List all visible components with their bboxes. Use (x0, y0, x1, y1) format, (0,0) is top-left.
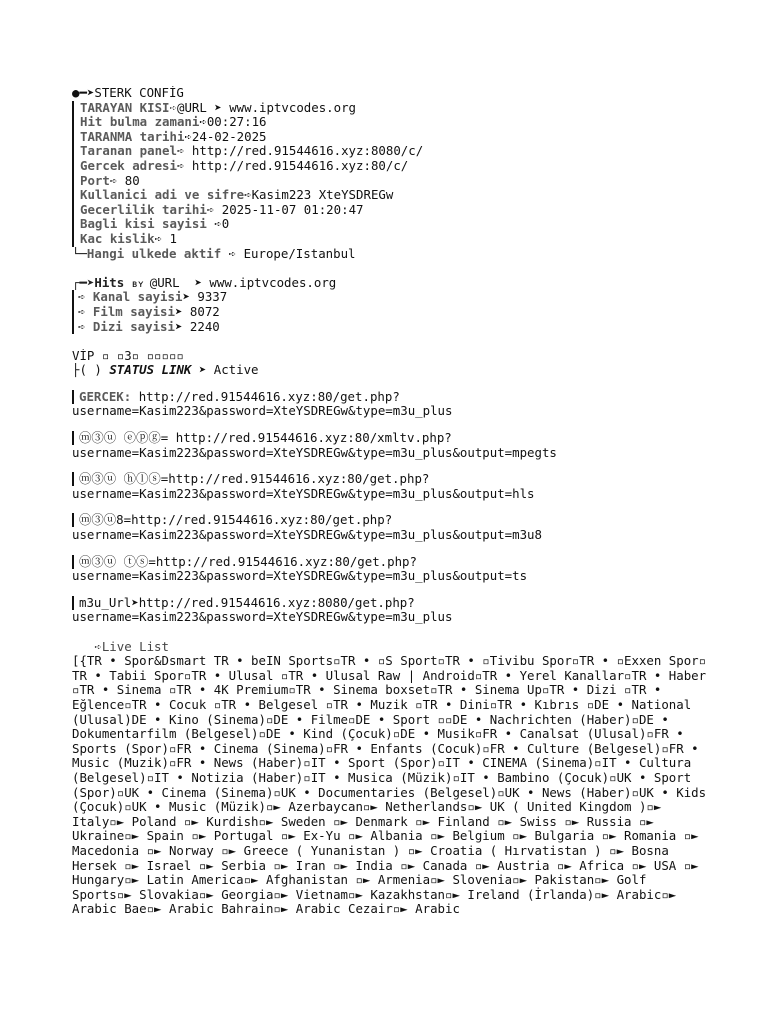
link-url[interactable]: http://red.91544616.xyz:8080/get.php? (138, 595, 415, 610)
link-label: ⓜ③ⓤ ⓣⓢ= (79, 554, 156, 569)
link-entry (72, 501, 712, 542)
hits-row: ➪ Film sayisi➤ 8072 (78, 304, 220, 319)
hits-label: Film sayisi (92, 304, 175, 319)
link-url-query[interactable]: username=Kasim223&password=XteYSDREGw&type=m3u_plus&output=m3u8 (72, 528, 542, 543)
link-line (72, 555, 712, 570)
config-info-block (72, 101, 712, 247)
hits-label: Kanal sayisi (92, 290, 183, 305)
link-url[interactable]: http://red.91544616.xyz:80/get.php? (155, 554, 417, 569)
link-line (72, 513, 712, 528)
link-url-query[interactable]: username=Kasim223&password=XteYSDREGw&type=m3u_plus (72, 610, 453, 625)
config-label: Hit bulma zamani (80, 115, 200, 130)
link-line (72, 472, 712, 487)
config-row (80, 174, 712, 189)
config-value: ➪Kasim223 XteYSDREGw (244, 188, 394, 203)
hits-title-by: ʙʏ (131, 278, 150, 290)
hits-label: Dizi sayisi (92, 319, 175, 334)
link-entry (72, 378, 712, 419)
config-label: Port (80, 173, 110, 188)
config-label: Gecerlilik tarihi (80, 202, 207, 217)
config-label: Kullanici adi ve sifre (80, 188, 245, 203)
live-list-body: [{TR • Spor&Dsmart TR • beIN Sports▫TR • ▫S Sport▫TR • ▫Tivibu Spor▫TR • ▫Exxen Spor▫ TR • Tabii Spor▫TR • Ulusal ▫TR • Ulusal Raw | Android▫TR • Yerel Kanallar▫TR • Haber ▫TR • Sinema ▫TR • 4K Premium▫TR • Sinema boxset▫TR • Sinema Up▫TR • Dizi ▫TR • Eğlence▫TR • Cocuk ▫TR • Belgesel ▫TR • Muzik ▫TR • Dini▫TR • Kıbrıs ▫DE • National (Ulusal)DE • Kino (Sinema)▫DE • Filme▫DE • Sport ▫▫DE • Nachrichten (Haber)▫DE • Dokumentarfilm (Belgesel)▫DE • Kind (Çocuk)▫DE • Musik▫FR • Canalsat (Ulusal)▫FR • Sports (Spor)▫FR • Cinema (Sinema)▫FR • Enfants (Cocuk)▫FR • Culture (Belgesel)▫FR • Music (Muzik)▫FR • News (Haber)▫IT • Sport (Spor)▫IT • CINEMA (Sinema)▫IT • Cultura (Belgesel)▫IT • Notizia (Haber)▫IT • Musica (Müzik)▫IT • Bambino (Çocuk)▫UK • Sport (Spor)▫UK • Cinema (Sinema)▫UK • Documentaries (Belgesel)▫UK • News (Haber)▫UK • Kids (Çocuk)▫UK • Music (Müzik)▫► Azerbaycan▫► Netherlands▫► UK ( United Kingdom )▫► Italy▫► Poland ▫► Kurdish▫► Sweden ▫► Denmark ▫► Finland ▫► Swiss ▫► Russia ▫► Ukraine▫► Spain ▫► Portugal ▫► Ex-Yu ▫► Albania ▫► Belgium ▫► Bulgaria ▫► Romania ▫► Macedonia ▫► Norway ▫► Greece ( Yunanistan ) ▫► Croatia ( Hırvatistan ) ▫► Bosna Hersek ▫► Israel ▫► Serbia ▫► Iran ▫► India ▫► Canada ▫► Austria ▫► Africa ▫► USA ▫► Hungary▫► Latin America▫► Afghanistan ▫► Armenia▫► Slovenia▫► Pakistan▫► Golf Sports▫► Slovakia▫► Georgia▫► Vietnam▫► Kazakhstan▫► Ireland (İrlanda)▫► Arabic▫► Arabic Bae▫► Arabic Bahrain▫► Arabic Cezair▫► Arabic (72, 654, 707, 917)
config-value: ➪0 (214, 217, 230, 232)
config-row-last: └─Hangi ulkede aktif ➪ Europe/Istanbul (72, 246, 356, 261)
link-entry (72, 543, 712, 584)
config-row (80, 203, 712, 218)
config-value: ➪ http://red.91544616.xyz:8080/c/ (176, 144, 424, 159)
hits-title-rest: @URL ➤ www.iptvcodes.org (149, 275, 337, 290)
link-url[interactable]: http://red.91544616.xyz:80/get.php? (168, 472, 430, 487)
hits-block (72, 290, 712, 334)
hits-row: ➪ Dizi sayisi➤ 2240 (78, 319, 220, 334)
status-label: STATUS LINK (109, 363, 192, 378)
config-value: ➪ http://red.91544616.xyz:80/c/ (176, 158, 409, 173)
config-value: ➪ 2025-11-07 01:20:47 (206, 202, 364, 217)
config-value: ➪ Europe/Istanbul (228, 246, 356, 261)
hits-value: ➤ 2240 (174, 319, 220, 334)
config-value: ➪24-02-2025 (184, 129, 267, 144)
status-prefix: ├( ) (72, 363, 110, 378)
link-entry (72, 460, 712, 501)
config-row (80, 159, 712, 174)
config-row (80, 232, 712, 247)
status-line (72, 363, 712, 378)
status-value: ➤ Active (191, 363, 259, 378)
hits-title (72, 276, 712, 291)
vip-line: VİP ▫ ▫3▫ ▫▫▫▫▫ (72, 348, 184, 363)
config-value: ➪00:27:16 (199, 115, 267, 130)
link-label: ⓜ③ⓤ ⓗⓛⓢ= (79, 472, 169, 487)
config-label: Kac kislik (80, 231, 155, 246)
config-row (80, 217, 712, 232)
config-label: TARAYAN KISI➪ (80, 100, 177, 115)
link-url-query[interactable]: username=Kasim223&password=XteYSDREGw&type=m3u_plus&output=ts (72, 569, 528, 584)
config-title: ●━➤STERK CONFİG (72, 86, 184, 100)
hits-row: ➪ Kanal sayisi➤ 9337 (78, 290, 228, 305)
live-list-title: ➪Live List (72, 639, 169, 654)
config-row (80, 144, 712, 159)
link-url-query[interactable]: username=Kasim223&password=XteYSDREGw&type=m3u_plus&output=mpegts (72, 445, 557, 460)
config-row (80, 188, 712, 203)
link-entry (72, 584, 712, 625)
link-label: m3u_Url➤ (79, 595, 139, 610)
link-line (72, 596, 712, 611)
config-row (80, 101, 712, 116)
hits-value: ➤ 8072 (174, 304, 220, 319)
config-label: Hangi ulkede aktif (86, 246, 229, 261)
link-url[interactable]: http://red.91544616.xyz:80/get.php? (131, 513, 393, 528)
link-list (72, 378, 712, 625)
link-url[interactable]: http://red.91544616.xyz:80/get.php? (138, 389, 400, 404)
config-value: @URL ➤ www.iptvcodes.org (176, 100, 357, 115)
link-label: ⓜ③ⓤ8= (79, 513, 132, 528)
hits-value: ➤ 9337 (182, 290, 228, 305)
link-line (72, 390, 712, 405)
config-label: Bagli kisi sayisi (80, 217, 215, 232)
config-label: Gercek adresi (80, 158, 177, 173)
config-row (80, 130, 712, 145)
link-line (72, 431, 712, 446)
link-url[interactable]: http://red.91544616.xyz:80/xmltv.php? (175, 431, 452, 446)
link-entry (72, 419, 712, 460)
config-label: TARANMA tarihi (80, 129, 185, 144)
config-value: ➪ 80 (109, 173, 140, 188)
config-value: ➪ 1 (154, 231, 177, 246)
link-url-query[interactable]: username=Kasim223&password=XteYSDREGw&type=m3u_plus (72, 404, 453, 419)
link-label: ⓜ③ⓤ ⓔⓟⓖ= (79, 431, 176, 446)
hits-title-prefix: ┌━➤Hits (72, 275, 132, 290)
link-label: GERCEK: (79, 389, 139, 404)
document-page (72, 86, 712, 916)
link-url-query[interactable]: username=Kasim223&password=XteYSDREGw&type=m3u_plus&output=hls (72, 486, 535, 501)
config-row (80, 115, 712, 130)
config-label: Taranan panel (80, 144, 177, 159)
